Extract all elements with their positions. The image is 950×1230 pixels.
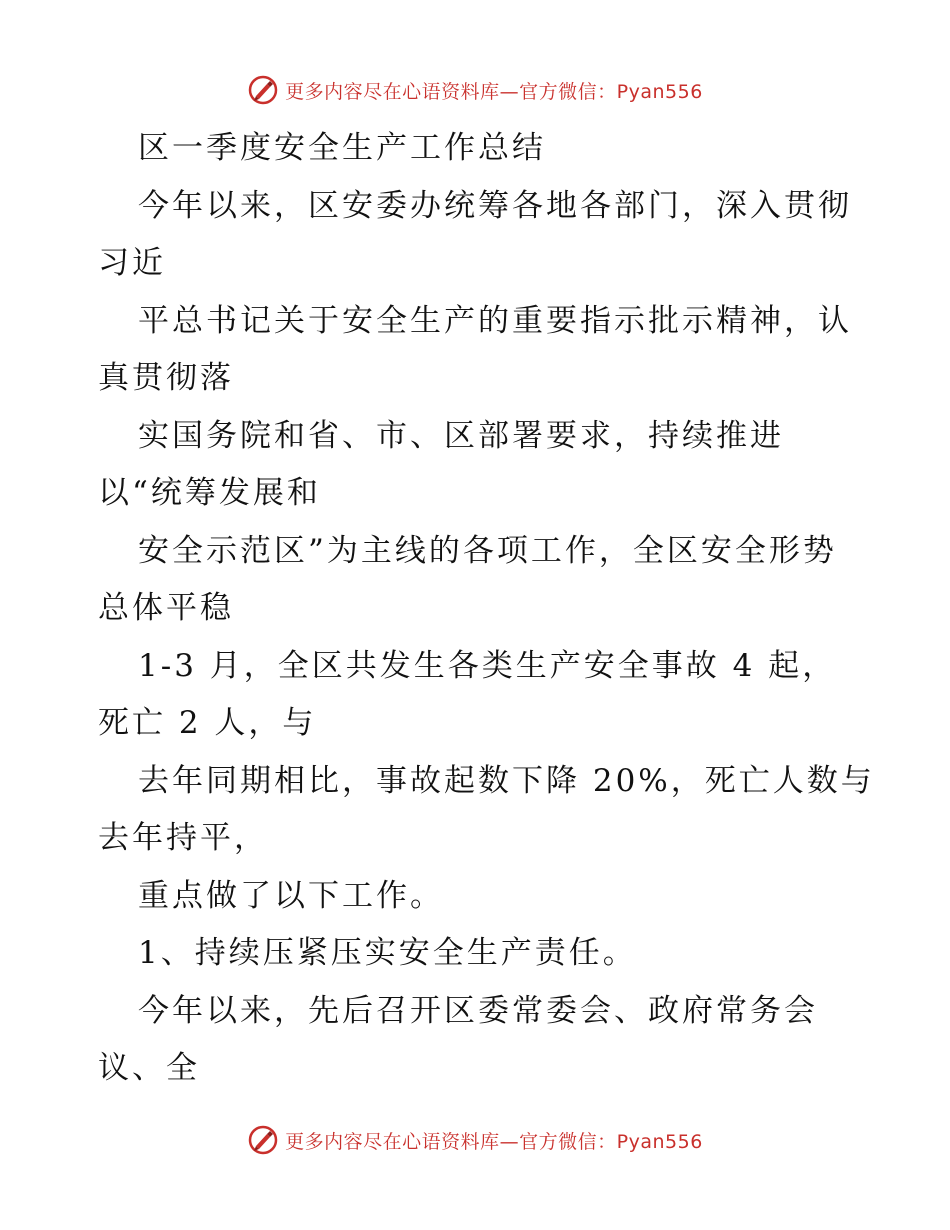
text-line: 1-3 月，全区共发生各类生产安全事故 4 起， xyxy=(138,647,837,684)
text-line: 平总书记关于安全生产的重要指示批示精神，认 xyxy=(138,302,852,339)
text-line: 今年以来，先后召开区委常委会、政府常务会 xyxy=(138,992,818,1029)
watermark-text: 更多内容尽在心语资料库—官方微信：Pyan556 xyxy=(285,80,703,103)
text-line: 今年以来，区安委办统筹各地各部门，深入贯彻 xyxy=(138,187,852,224)
text-line: 死亡 2 人，与 xyxy=(98,705,317,741)
header-watermark xyxy=(0,70,950,110)
text-line: 以“统筹发展和 xyxy=(98,475,321,511)
watermark-text: 更多内容尽在心语资料库—官方微信：Pyan556 xyxy=(285,1130,703,1153)
text-line: 区一季度安全生产工作总结 xyxy=(138,130,546,166)
pen-seal-icon xyxy=(247,1124,279,1156)
text-line: 总体平稳 xyxy=(98,590,234,626)
text-line: 去年同期相比，事故起数下降 20%，死亡人数与 xyxy=(138,762,875,799)
text-line: 议、全 xyxy=(98,1050,200,1086)
text-line: 真贯彻落 xyxy=(98,360,234,396)
footer-watermark xyxy=(0,1120,950,1160)
text-line: 1、持续压紧压实安全生产责任。 xyxy=(138,935,637,971)
pen-seal-icon xyxy=(247,74,279,106)
document-body xyxy=(98,120,875,1098)
text-line: 去年持平， xyxy=(98,820,268,856)
text-line: 重点做了以下工作。 xyxy=(138,877,444,914)
text-line: 习近 xyxy=(98,245,166,281)
text-line: 安全示范区”为主线的各项工作，全区安全形势 xyxy=(138,532,837,569)
text-line: 实国务院和省、市、区部署要求，持续推进 xyxy=(138,417,784,454)
